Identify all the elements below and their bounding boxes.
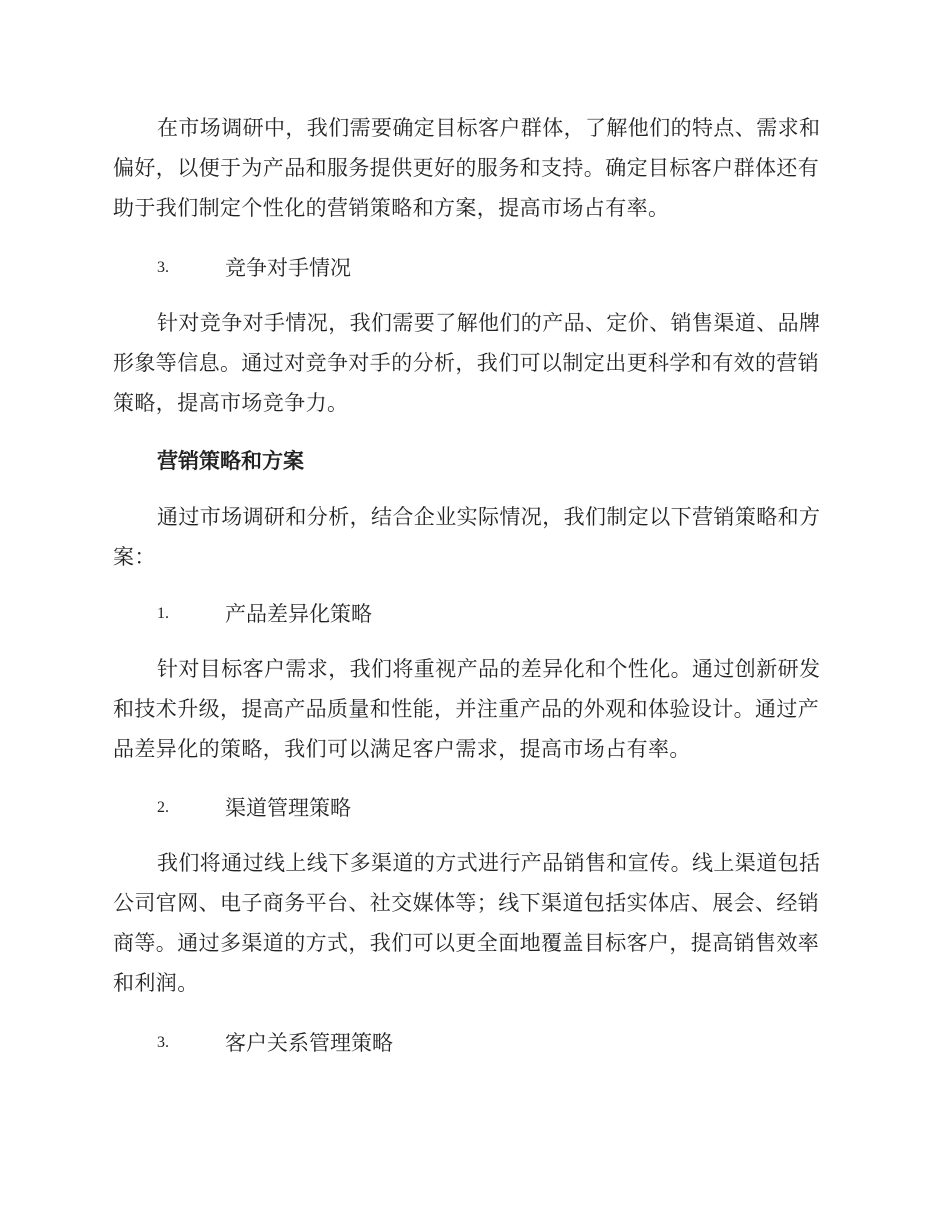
section-heading: 营销策略和方案 xyxy=(157,449,304,473)
list-text: 产品差异化策略 xyxy=(225,602,372,626)
list-text: 客户关系管理策略 xyxy=(225,1031,393,1055)
list-item-channel-management xyxy=(157,788,657,828)
list-item-competitors xyxy=(157,248,657,288)
list-number: 3. xyxy=(157,259,169,276)
paragraph-channel-management: 我们将通过线上线下多渠道的方式进行产品销售和宣传。线上渠道包括公司官网、电子商务平台、社交媒体等；线下渠道包括实体店、展会、经销商等。通过多渠道的方式，我们可以更全面地覆盖目标客户，提高销售效率和利润。 xyxy=(113,851,821,995)
paragraph-strategy-intro: 通过市场调研和分析，结合企业实际情况，我们制定以下营销策略和方案： xyxy=(113,505,821,569)
list-number: 3. xyxy=(157,1034,169,1051)
list-number: 2. xyxy=(157,799,169,816)
list-text: 渠道管理策略 xyxy=(225,796,351,820)
list-item-customer-relationship xyxy=(157,1023,657,1063)
list-text: 竞争对手情况 xyxy=(225,256,351,280)
list-number: 1. xyxy=(157,605,169,622)
paragraph-target-customers: 在市场调研中，我们需要确定目标客户群体，了解他们的特点、需求和偏好，以便于为产品和服务提供更好的服务和支持。确定目标客户群体还有助于我们制定个性化的营销策略和方案，提高市场占有率。 xyxy=(113,116,821,220)
list-item-product-differentiation xyxy=(157,594,657,634)
paragraph-product-differentiation: 针对目标客户需求，我们将重视产品的差异化和个性化。通过创新研发和技术升级，提高产品质量和性能，并注重产品的外观和体验设计。通过产品差异化的策略，我们可以满足客户需求，提高市场占有率。 xyxy=(113,657,821,761)
paragraph-competitor-analysis: 针对竞争对手情况，我们需要了解他们的产品、定价、销售渠道、品牌形象等信息。通过对竞争对手的分析，我们可以制定出更科学和有效的营销策略，提高市场竞争力。 xyxy=(113,311,821,415)
